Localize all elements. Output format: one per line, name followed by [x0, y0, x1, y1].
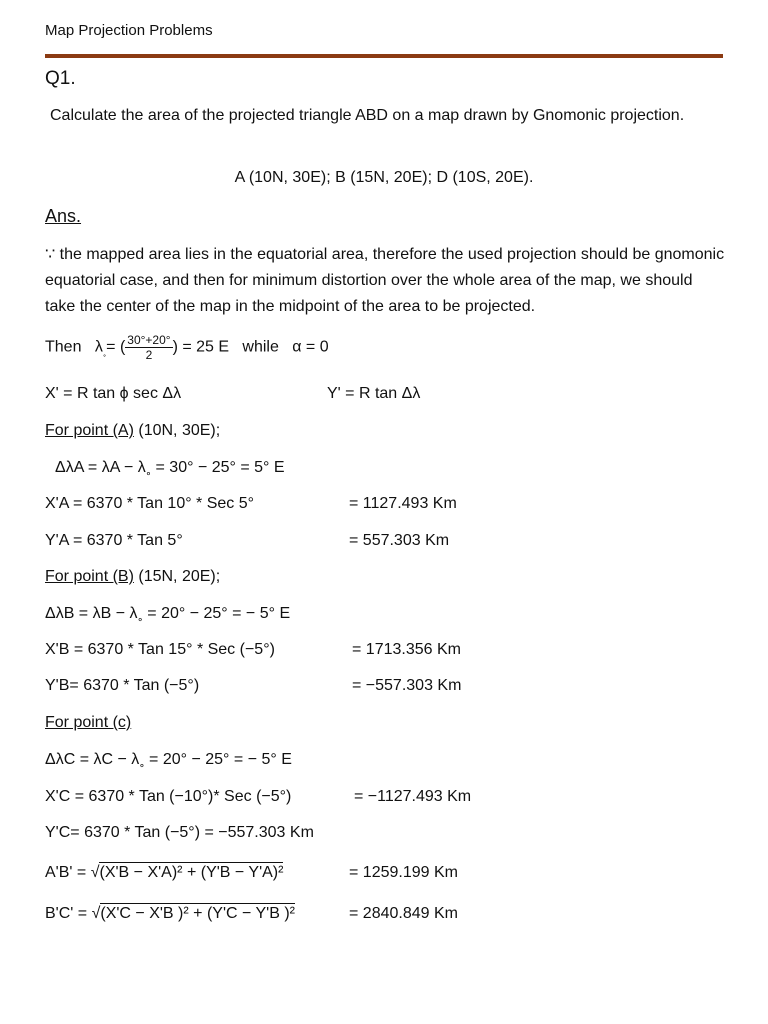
question-text: Calculate the area of the projected triangle ABD on a map drawn by Gnomonic projection. — [50, 107, 685, 124]
point-b-y-expr: Y'B= 6370 * Tan (−5°) — [45, 677, 200, 694]
bc-lhs: B'C' = — [45, 905, 88, 922]
point-a-x-value: = 1127.493 Km — [349, 495, 457, 512]
point-a-coords: (10N, 30E); — [133, 422, 221, 439]
fraction-numerator: 30°+20° — [127, 333, 171, 347]
formula-y: Y' = R tan Δλ — [327, 385, 421, 402]
answer-label: Ans. — [45, 206, 82, 226]
fraction-denominator: 2 — [145, 348, 153, 362]
header-title: Map Projection Problems — [45, 22, 213, 39]
point-b-heading: For point (B) — [45, 568, 134, 585]
ab-lhs: A'B' = — [45, 864, 87, 881]
point-a-heading-line — [45, 422, 220, 440]
then-line: Then $\lambda_˳=$ ( $\frac{30^\circ+20^\circ}{2}$ ) = 25 E while α = 0 — [45, 333, 329, 362]
point-b-x-expr: X'B = 6370 * Tan 15° * Sec (−5°) — [45, 641, 275, 658]
bc-distance-line — [45, 905, 295, 923]
point-c-heading: For point (c) — [45, 714, 132, 731]
point-c-x-value: = −1127.493 Km — [354, 788, 472, 805]
point-a-delta-lambda: ΔλA = λA − λ˳ = 30° − 25° = 5° E — [55, 459, 285, 476]
then-result: ) = 25 E — [172, 338, 230, 356]
point-a-x-expr: X'A = 6370 * Tan 10° * Sec 5° — [45, 495, 255, 512]
header-divider — [45, 54, 723, 58]
ab-distance-line — [45, 864, 283, 882]
sqrt-icon: √ — [91, 905, 101, 922]
point-a-heading: For point (A) — [45, 422, 134, 439]
point-a-y-expr: Y'A = 6370 * Tan 5° — [45, 532, 183, 549]
bc-value: = 2840.849 Km — [349, 905, 458, 922]
bc-radicand: (X'C − X'B )² + (Y'C − Y'B )² — [100, 905, 295, 922]
point-b-delta-lambda: ΔλB = λB − λ˳ = 20° − 25° = − 5° E — [45, 605, 291, 622]
ab-value: = 1259.199 Km — [349, 864, 458, 881]
answer-intro: ∵ the mapped area lies in the equatorial area, therefore the used projection should be gnomonic equatorial case, and then for minimum distortion over the whole area of the map, we should take the center of the map in the midpoint of the area to be projected. — [45, 246, 725, 315]
formula-x: X' = R tan ϕ sec Δλ — [45, 385, 182, 402]
then-prefix: Then — [45, 338, 82, 356]
point-c-x-expr: X'C = 6370 * Tan (−10°)* Sec (−5°) — [45, 788, 292, 805]
point-b-coords: (15N, 20E); — [133, 568, 221, 585]
question-label: Q1. — [45, 68, 76, 89]
point-a-y-value: = 557.303 Km — [349, 532, 450, 549]
midpoint-fraction — [125, 333, 172, 362]
point-c-y-expr: Y'C= 6370 * Tan (−5°) = −557.303 Km — [45, 824, 314, 841]
lambda-zero: λ — [94, 338, 103, 356]
sqrt-icon: √ — [90, 864, 100, 881]
while-word: while — [242, 338, 279, 356]
point-b-y-value: = −557.303 Km — [352, 677, 462, 694]
point-b-heading-line — [45, 568, 220, 586]
point-b-x-value: = 1713.356 Km — [352, 641, 461, 658]
ab-radicand: (X'B − X'A)² + (Y'B − Y'A)² — [99, 864, 284, 881]
question-points: A (10N, 30E); B (15N, 20E); D (10S, 20E). — [234, 169, 534, 186]
alpha-value: α = 0 — [292, 338, 329, 356]
point-c-delta-lambda: ΔλC = λC − λ˳ = 20° − 25° = − 5° E — [45, 751, 292, 768]
